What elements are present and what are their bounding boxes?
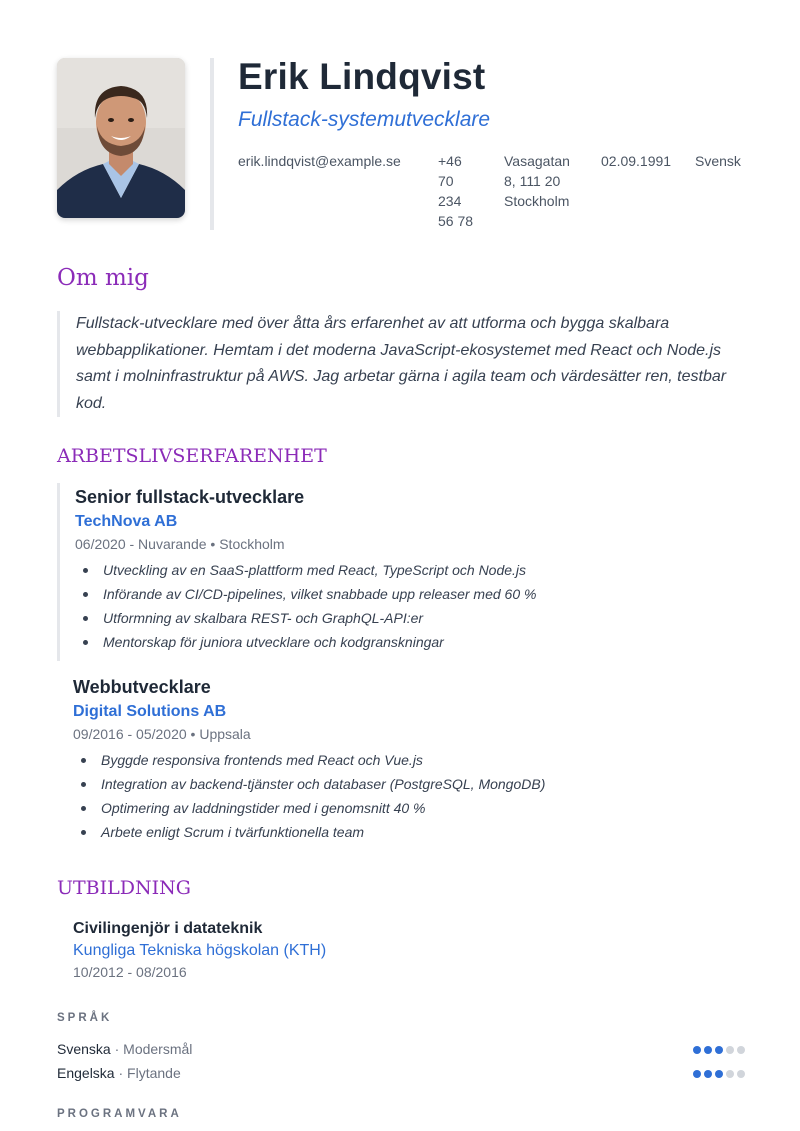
job-bullet: Byggde responsiva frontends med React och Vue.js	[73, 748, 743, 772]
language-row	[57, 1065, 745, 1085]
education-dates: 10/2012 - 08/2016	[73, 964, 187, 980]
rating-dot-empty	[726, 1070, 734, 1078]
contact-phone-line: 234	[438, 193, 462, 209]
education-entry	[73, 920, 326, 980]
language-level: Modersmål	[123, 1041, 193, 1057]
contact-address-line: 8, 111 20	[504, 173, 561, 189]
job-bullet: Införande av CI/CD-pipelines, vilket snabbade upp releaser med 60 %	[75, 582, 737, 606]
language-name: Svenska	[57, 1041, 111, 1057]
language-separator: ·	[118, 1065, 128, 1081]
education-heading: UTBILDNING	[57, 877, 191, 899]
job-bullet: Optimering av laddningstider med i genomsnitt 40 %	[73, 796, 743, 820]
job-meta: 09/2016 - 05/2020 • Uppsala	[73, 726, 251, 742]
language-rating	[693, 1070, 745, 1078]
rating-dot-filled	[704, 1070, 712, 1078]
contact-phone-line: 70	[438, 173, 454, 189]
job-bullets	[73, 748, 743, 844]
rating-dot-filled	[693, 1046, 701, 1054]
job-title: Webbutvecklare	[73, 677, 211, 697]
contact-address	[504, 151, 570, 211]
contact-email: erik.lindqvist@example.se	[238, 153, 401, 169]
rating-dot-filled	[704, 1046, 712, 1054]
job-entry	[57, 483, 737, 661]
language-level: Flytande	[127, 1065, 181, 1081]
candidate-name: Erik Lindqvist	[238, 56, 486, 97]
profile-photo-illustration	[57, 58, 185, 218]
rating-dot-filled	[715, 1046, 723, 1054]
contact-phone-line: +46	[438, 153, 462, 169]
rating-dot-filled	[693, 1070, 701, 1078]
language-row	[57, 1041, 745, 1061]
about-heading: Om mig	[57, 265, 149, 291]
contact-nationality: Svensk	[695, 153, 741, 169]
profile-photo	[57, 58, 185, 218]
job-title: Senior fullstack-utvecklare	[75, 487, 305, 507]
header-divider	[210, 58, 214, 230]
job-bullet: Integration av backend-tjänster och databaser (PostgreSQL, MongoDB)	[73, 772, 743, 796]
job-bullet: Utveckling av en SaaS-plattform med React, TypeScript och Node.js	[75, 558, 737, 582]
contact-phone-line: 56 78	[438, 213, 474, 229]
rating-dot-empty	[726, 1046, 734, 1054]
education-degree: Civilingenjör i datateknik	[73, 920, 263, 937]
about-text: Fullstack-utvecklare med över åtta års erfarenhet av att utforma och bygga skalbara webbapplikationer. Hemtam i det moderna JavaScript-ekosystemet med React och Node.js samt i molninfrastruktur på AWS. Jag arbetar gärna i agila team och värdesätter ren, testbar kod.	[57, 311, 737, 417]
rating-dot-filled	[715, 1070, 723, 1078]
contact-birthdate: 02.09.1991	[601, 153, 672, 169]
candidate-role: Fullstack-systemutvecklare	[238, 108, 491, 131]
job-bullet: Arbete enligt Scrum i tvärfunktionella team	[73, 820, 743, 844]
job-bullet: Utformning av skalbara REST- och GraphQL-API:er	[75, 606, 737, 630]
contact-address-line: Vasagatan	[504, 153, 570, 169]
rating-dot-empty	[737, 1046, 745, 1054]
languages-heading: SPRÅK	[57, 1012, 113, 1024]
education-school: Kungliga Tekniska högskolan (KTH)	[73, 942, 327, 959]
contact-address-line: Stockholm	[504, 193, 570, 209]
job-meta: 06/2020 - Nuvarande • Stockholm	[75, 536, 285, 552]
job-entry	[73, 677, 743, 844]
language-separator: ·	[114, 1041, 124, 1057]
software-heading: PROGRAMVARA	[57, 1108, 182, 1120]
rating-dot-empty	[737, 1070, 745, 1078]
job-bullet: Mentorskap för juniora utvecklare och kodgranskningar	[75, 630, 737, 654]
job-company: TechNova AB	[75, 513, 178, 530]
language-name: Engelska	[57, 1065, 115, 1081]
experience-heading: ARBETSLIVSERFARENHET	[57, 445, 327, 467]
contact-phone	[438, 151, 473, 231]
job-bullets	[75, 558, 737, 654]
job-company: Digital Solutions AB	[73, 703, 227, 720]
language-rating	[693, 1046, 745, 1054]
